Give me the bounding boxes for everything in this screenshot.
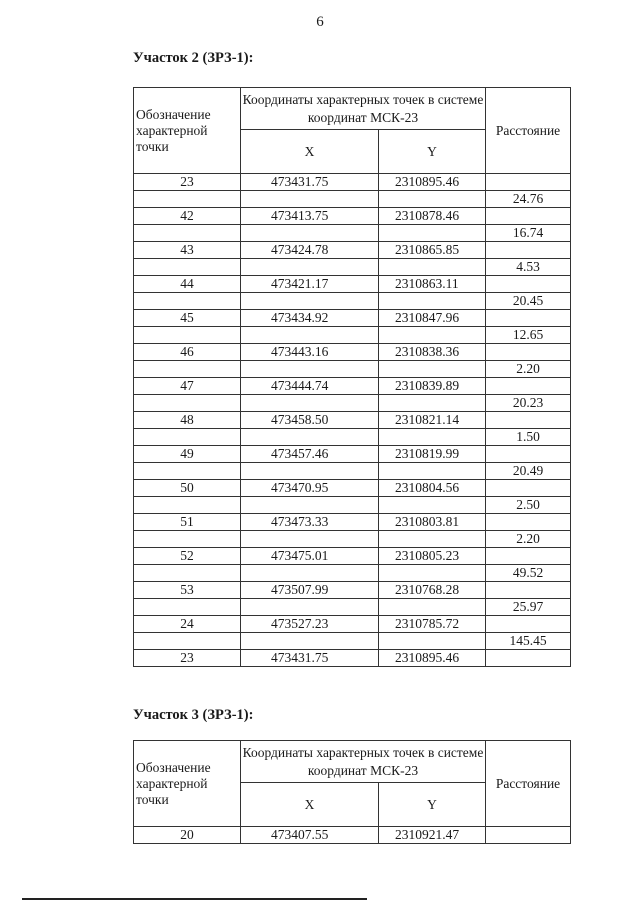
point-id: 20 <box>134 827 241 844</box>
distance-value: 24.76 <box>486 191 571 208</box>
distance-value: 1.50 <box>486 429 571 446</box>
point-id: 42 <box>134 208 241 225</box>
table-row <box>134 480 571 497</box>
distance-spacer <box>486 650 571 667</box>
point-id: 23 <box>134 174 241 191</box>
distance-spacer <box>486 514 571 531</box>
coordinates-table-plot-2 <box>133 87 571 667</box>
empty-cell <box>241 429 379 446</box>
coord-y: 2310805.23 <box>379 548 486 565</box>
table-row <box>134 463 571 480</box>
empty-cell <box>379 259 486 276</box>
coord-y: 2310819.99 <box>379 446 486 463</box>
table-row <box>134 208 571 225</box>
empty-cell <box>379 463 486 480</box>
point-id: 52 <box>134 548 241 565</box>
header-coordinates: Координаты характерных точек в системе координат МСК-23 <box>241 741 486 783</box>
table-row <box>134 276 571 293</box>
empty-cell <box>134 463 241 480</box>
empty-cell <box>379 531 486 548</box>
coord-y: 2310785.72 <box>379 616 486 633</box>
distance-value: 2.20 <box>486 531 571 548</box>
header-distance: Расстояние <box>486 741 571 827</box>
coord-x: 473507.99 <box>241 582 379 599</box>
empty-cell <box>241 191 379 208</box>
empty-cell <box>241 293 379 310</box>
table-row <box>134 650 571 667</box>
coord-y: 2310863.11 <box>379 276 486 293</box>
table-row <box>134 293 571 310</box>
coord-x: 473424.78 <box>241 242 379 259</box>
coord-y: 2310895.46 <box>379 174 486 191</box>
table-row <box>134 548 571 565</box>
empty-cell <box>241 327 379 344</box>
coord-x: 473457.46 <box>241 446 379 463</box>
coord-y: 2310804.56 <box>379 480 486 497</box>
distance-value: 16.74 <box>486 225 571 242</box>
distance-spacer <box>486 446 571 463</box>
table-row <box>134 412 571 429</box>
footer-rule <box>22 898 367 900</box>
table-row <box>134 616 571 633</box>
empty-cell <box>379 225 486 242</box>
empty-cell <box>134 327 241 344</box>
table-row <box>134 429 571 446</box>
distance-spacer <box>486 582 571 599</box>
distance-value: 20.49 <box>486 463 571 480</box>
point-id: 49 <box>134 446 241 463</box>
table-row <box>134 497 571 514</box>
coord-x: 473421.17 <box>241 276 379 293</box>
coord-x: 473413.75 <box>241 208 379 225</box>
empty-cell <box>134 395 241 412</box>
table-row <box>134 242 571 259</box>
table-row <box>134 344 571 361</box>
coord-y: 2310838.36 <box>379 344 486 361</box>
point-id: 46 <box>134 344 241 361</box>
empty-cell <box>241 395 379 412</box>
table-row <box>134 446 571 463</box>
header-y: Y <box>379 783 486 827</box>
distance-value: 4.53 <box>486 259 571 276</box>
table-row <box>134 514 571 531</box>
distance-spacer <box>486 310 571 327</box>
empty-cell <box>379 633 486 650</box>
empty-cell <box>241 531 379 548</box>
empty-cell <box>379 429 486 446</box>
point-id: 23 <box>134 650 241 667</box>
distance-spacer <box>486 827 571 844</box>
table-row <box>134 599 571 616</box>
header-x: X <box>241 783 379 827</box>
empty-cell <box>379 293 486 310</box>
empty-cell <box>134 225 241 242</box>
point-id: 45 <box>134 310 241 327</box>
header-y: Y <box>379 130 486 174</box>
header-coordinates: Координаты характерных точек в системе координат МСК-23 <box>241 88 486 130</box>
empty-cell <box>241 497 379 514</box>
empty-cell <box>241 565 379 582</box>
distance-spacer <box>486 242 571 259</box>
distance-value: 49.52 <box>486 565 571 582</box>
section-title-plot-3: Участок 3 (ЗРЗ-1): <box>133 707 254 723</box>
empty-cell <box>134 497 241 514</box>
table-row <box>134 361 571 378</box>
empty-cell <box>134 599 241 616</box>
coord-x: 473434.92 <box>241 310 379 327</box>
coord-x: 473444.74 <box>241 378 379 395</box>
coord-y: 2310821.14 <box>379 412 486 429</box>
point-id: 24 <box>134 616 241 633</box>
coord-y: 2310921.47 <box>379 827 486 844</box>
table-row <box>134 633 571 650</box>
coord-x: 473475.01 <box>241 548 379 565</box>
empty-cell <box>379 395 486 412</box>
empty-cell <box>241 599 379 616</box>
distance-value: 25.97 <box>486 599 571 616</box>
table-row <box>134 174 571 191</box>
empty-cell <box>134 361 241 378</box>
coord-x: 473407.55 <box>241 827 379 844</box>
coord-x: 473527.23 <box>241 616 379 633</box>
table-row <box>134 582 571 599</box>
distance-spacer <box>486 378 571 395</box>
distance-value: 12.65 <box>486 327 571 344</box>
distance-spacer <box>486 480 571 497</box>
empty-cell <box>241 361 379 378</box>
distance-value: 145.45 <box>486 633 571 650</box>
empty-cell <box>241 633 379 650</box>
empty-cell <box>134 293 241 310</box>
coord-x: 473443.16 <box>241 344 379 361</box>
table-row <box>134 191 571 208</box>
coord-y: 2310847.96 <box>379 310 486 327</box>
distance-spacer <box>486 412 571 429</box>
distance-value: 2.20 <box>486 361 571 378</box>
coord-y: 2310839.89 <box>379 378 486 395</box>
empty-cell <box>134 565 241 582</box>
empty-cell <box>379 599 486 616</box>
distance-spacer <box>486 174 571 191</box>
distance-value: 20.23 <box>486 395 571 412</box>
coord-x: 473473.33 <box>241 514 379 531</box>
header-designation: Обозначение характерной точки <box>134 88 241 174</box>
empty-cell <box>134 259 241 276</box>
header-designation: Обозначение характерной точки <box>134 741 241 827</box>
point-id: 44 <box>134 276 241 293</box>
point-id: 47 <box>134 378 241 395</box>
table-row <box>134 310 571 327</box>
empty-cell <box>241 259 379 276</box>
table-row <box>134 378 571 395</box>
header-distance: Расстояние <box>486 88 571 174</box>
distance-value: 2.50 <box>486 497 571 514</box>
distance-spacer <box>486 548 571 565</box>
point-id: 51 <box>134 514 241 531</box>
distance-spacer <box>486 208 571 225</box>
coord-x: 473431.75 <box>241 174 379 191</box>
table-row <box>134 565 571 582</box>
section-title-plot-2: Участок 2 (ЗРЗ-1): <box>133 50 254 66</box>
empty-cell <box>241 463 379 480</box>
empty-cell <box>379 327 486 344</box>
header-x: X <box>241 130 379 174</box>
empty-cell <box>134 633 241 650</box>
distance-spacer <box>486 616 571 633</box>
coord-x: 473470.95 <box>241 480 379 497</box>
coord-y: 2310768.28 <box>379 582 486 599</box>
table-row <box>134 395 571 412</box>
point-id: 53 <box>134 582 241 599</box>
empty-cell <box>379 191 486 208</box>
table-row <box>134 531 571 548</box>
empty-cell <box>134 191 241 208</box>
empty-cell <box>379 361 486 378</box>
empty-cell <box>379 565 486 582</box>
table-row <box>134 225 571 242</box>
table-row <box>134 827 571 844</box>
distance-spacer <box>486 344 571 361</box>
empty-cell <box>241 225 379 242</box>
coord-x: 473458.50 <box>241 412 379 429</box>
coord-y: 2310865.85 <box>379 242 486 259</box>
coord-y: 2310895.46 <box>379 650 486 667</box>
coordinates-table-plot-3 <box>133 740 571 844</box>
distance-spacer <box>486 276 571 293</box>
coord-y: 2310803.81 <box>379 514 486 531</box>
point-id: 50 <box>134 480 241 497</box>
page-number: 6 <box>316 14 324 30</box>
coord-x: 473431.75 <box>241 650 379 667</box>
coord-y: 2310878.46 <box>379 208 486 225</box>
empty-cell <box>134 429 241 446</box>
table-row <box>134 259 571 276</box>
table-row <box>134 327 571 344</box>
empty-cell <box>379 497 486 514</box>
point-id: 48 <box>134 412 241 429</box>
point-id: 43 <box>134 242 241 259</box>
distance-value: 20.45 <box>486 293 571 310</box>
empty-cell <box>134 531 241 548</box>
